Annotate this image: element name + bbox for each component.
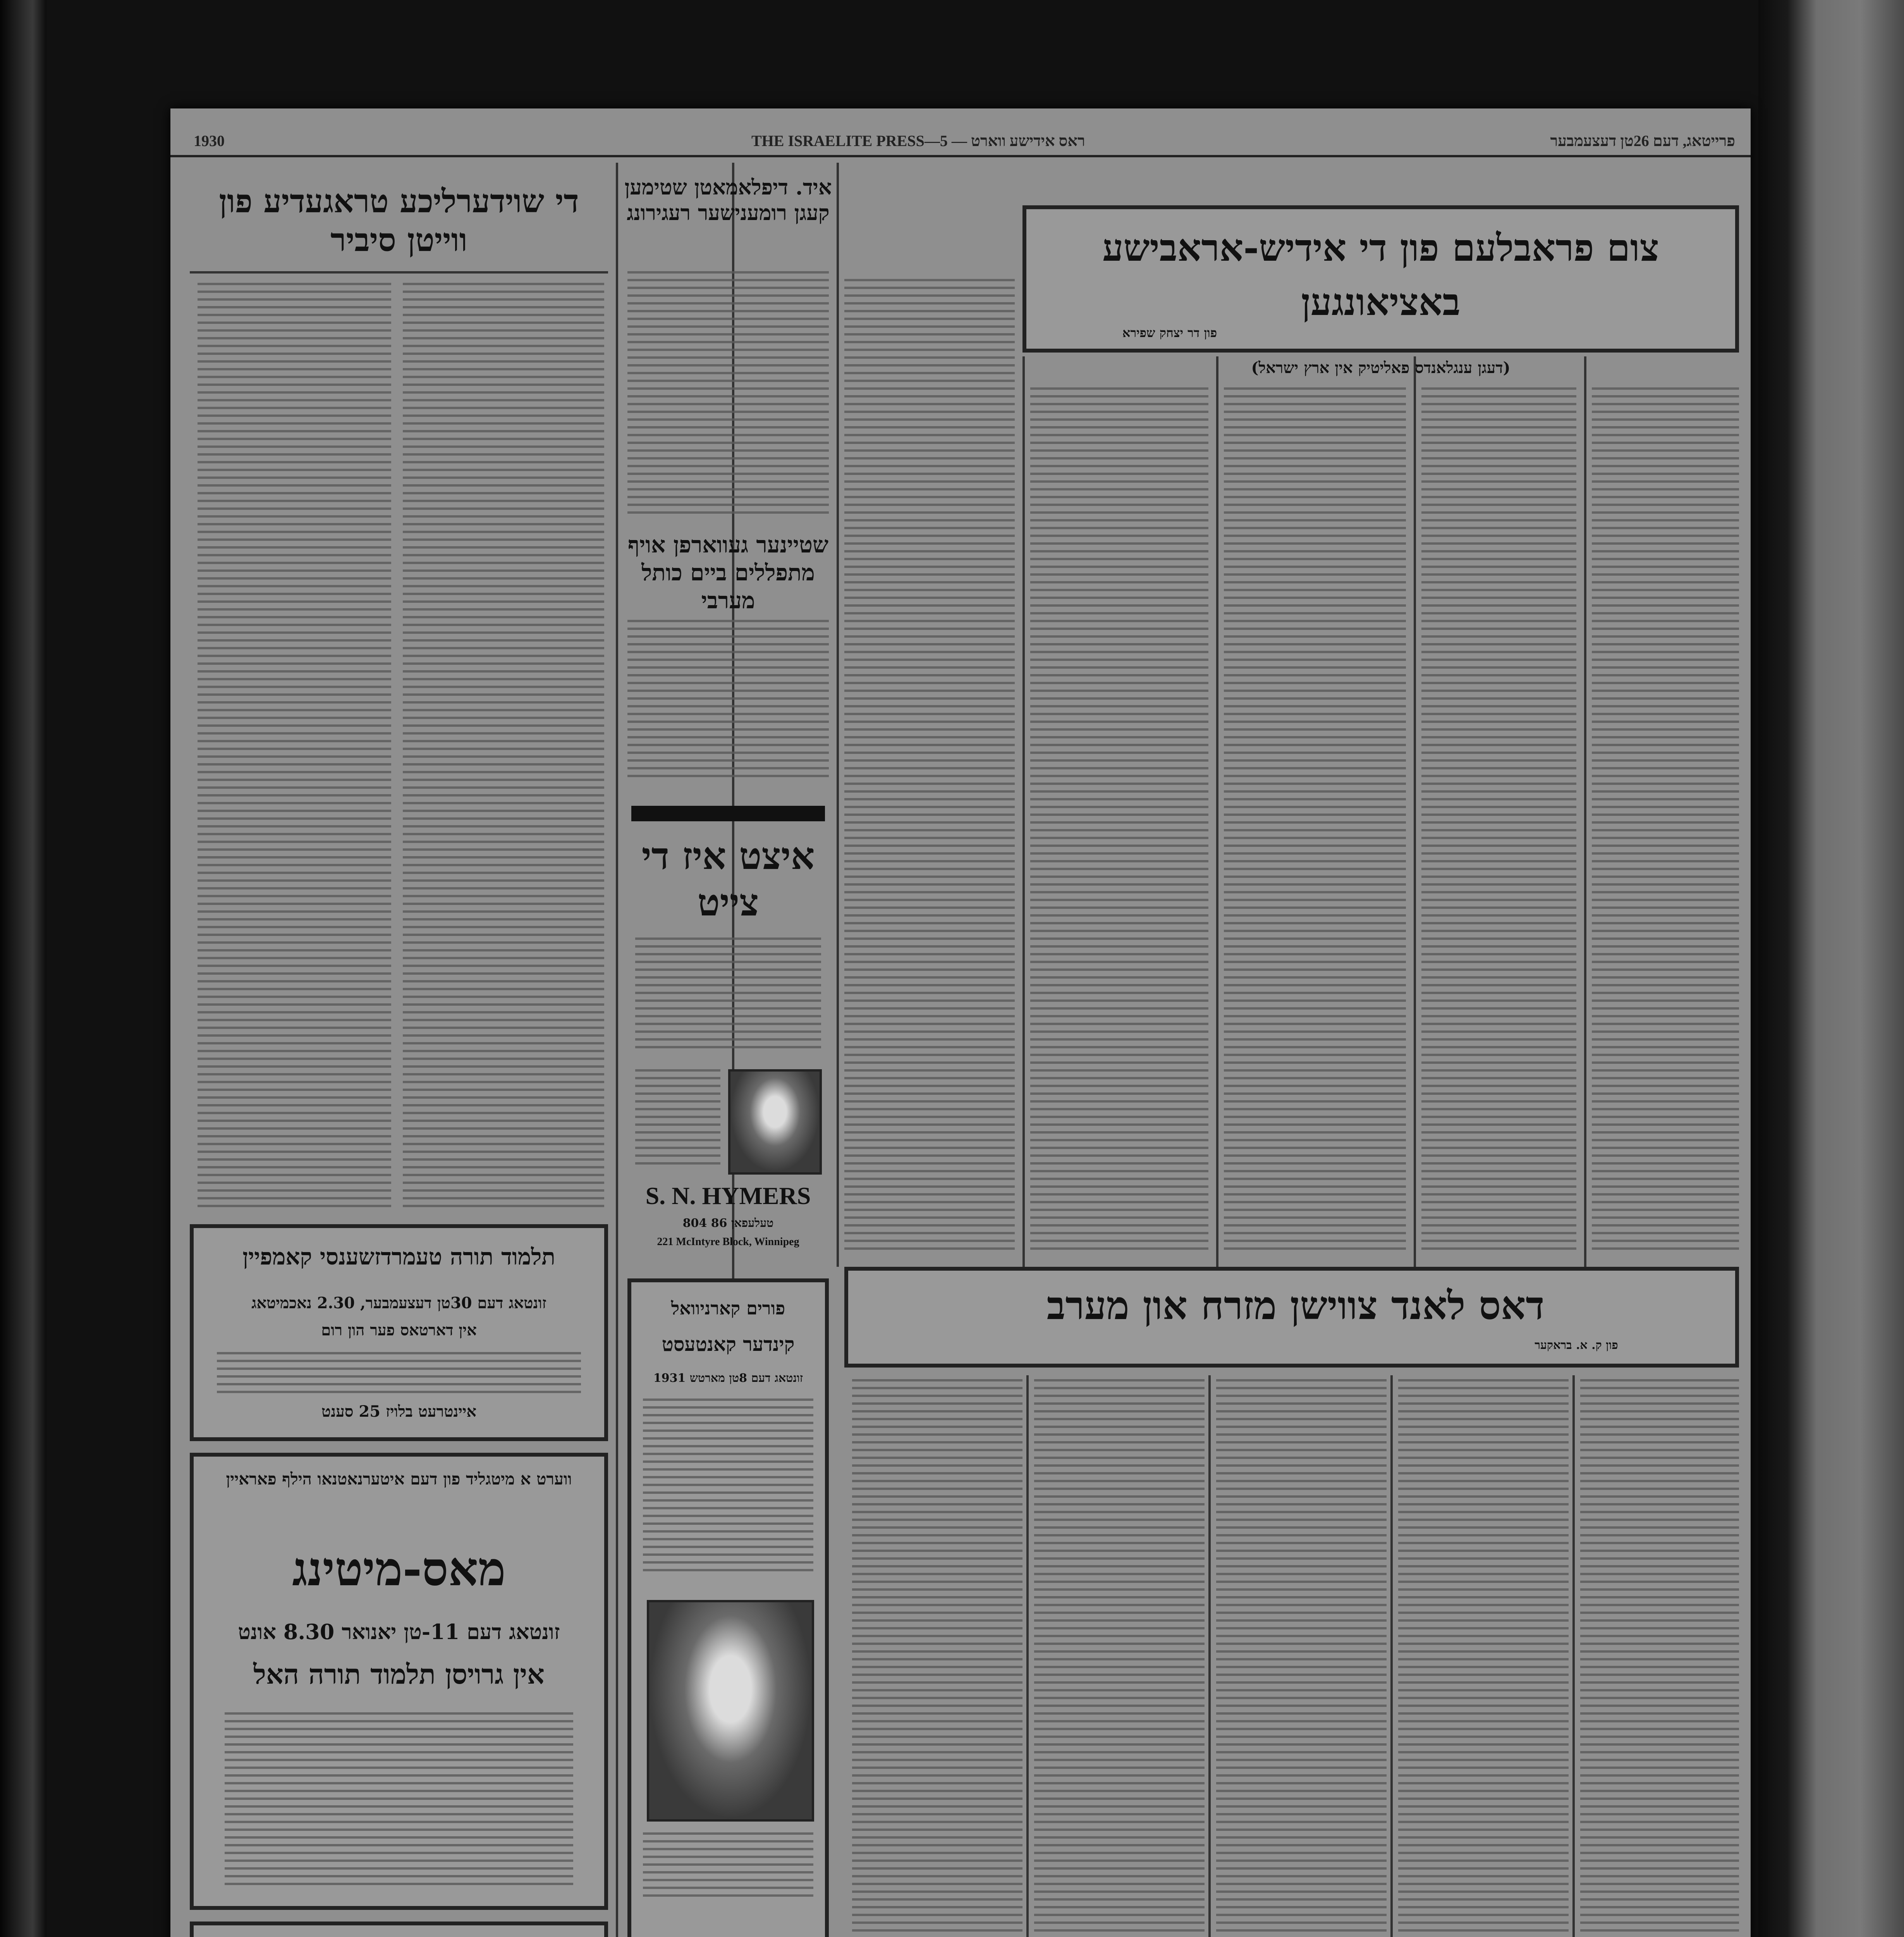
ad-talmud-torah-title: תלמוד תורה טעמרדזשענסי קאמפיין — [242, 1244, 555, 1270]
column-rule — [1572, 1375, 1575, 1937]
column-rule — [837, 163, 839, 1267]
column-rule — [1208, 1375, 1211, 1937]
portrait-photo-hymers — [728, 1069, 822, 1175]
ad-meeting-pre: ווערט א מיטגליד פון דעם איטערנאטנאו הילף פאראיין — [226, 1469, 572, 1488]
rule — [190, 271, 608, 274]
article-text-column — [198, 283, 391, 1213]
ad-insurance — [190, 1922, 608, 1937]
article-text-column — [1030, 387, 1208, 1251]
headline-arab-jewish: צום פראבלעם פון די אידיש-אראבישע באציאונגען — [1102, 226, 1659, 324]
ad-purim-carnival — [627, 1278, 829, 1937]
adjacent-page-edge — [1758, 0, 1904, 1937]
article-text-column — [1224, 387, 1406, 1251]
ad-meeting-place: אין גרויסן תלמוד תורה האל — [253, 1658, 545, 1690]
article-text-column — [1592, 387, 1739, 1251]
ad-meeting-title: מאס-מיטינג — [292, 1542, 506, 1596]
ad-text — [225, 1712, 573, 1891]
ad-now-is-the-time: איצט איז די צייט — [641, 834, 815, 924]
ad-purim-subtitle: קינדער קאנטעסט — [662, 1333, 795, 1356]
ad-mass-meeting — [190, 1453, 608, 1910]
byline-broker: פון ק. א. בראקער — [1535, 1338, 1618, 1352]
article-text-column — [627, 271, 829, 519]
ad-talmud-torah-campaign — [190, 1224, 608, 1441]
column-rule — [1584, 356, 1586, 1267]
masthead-title: THE ISRAELITE PRESS—5 — ראס אידישע ווארט — [751, 132, 1085, 150]
masthead-date-right: פרייטאג, דעם 26טן דעצעמבער — [1550, 132, 1735, 150]
ad-text — [643, 1399, 813, 1573]
ad-text — [643, 1832, 813, 1902]
ad-hymers-phone: טעלעפאן 86 804 — [682, 1216, 774, 1230]
ad-talmud-torah-place: אין דארטאס פער הון רום — [321, 1321, 477, 1339]
child-photo — [647, 1600, 814, 1822]
headline-box-arab-jewish — [1022, 205, 1739, 353]
column-rule — [1026, 1375, 1029, 1937]
article-text-column — [1216, 1379, 1387, 1937]
headline-stones-western-wall: שטיינער געווארפן אויף מתפללים ביים כותל מערבי — [627, 532, 829, 614]
article-text-column — [1398, 1379, 1569, 1937]
column-rule — [1414, 356, 1416, 1267]
headline-siberia-tragedy: די שוידערליכע טראגעדיע פון ווייטן סיביר — [219, 183, 579, 259]
article-text-column — [403, 283, 604, 1213]
article-text-column — [1580, 1379, 1739, 1937]
headline-land-east-west: דאס לאנד צווישן מזרח און מערב — [1047, 1283, 1545, 1328]
newspaper-page — [170, 108, 1751, 1937]
article-text-column — [1421, 387, 1576, 1251]
column-rule — [1390, 1375, 1393, 1937]
ad-meeting-date: זונטאג דעם 11-טן יאנואר 8.30 אונט — [238, 1619, 560, 1644]
headline-box-land — [844, 1267, 1739, 1368]
headline-diplomats: איד. דיפלאמאטן שטימען קעגן רומענישער רעגירונג — [624, 175, 832, 225]
ad-text — [217, 1352, 581, 1399]
ad-talmud-torah-price: איינטרעט בלויז 25 סענט — [321, 1402, 477, 1421]
column-rule — [1216, 356, 1218, 1267]
ad-text — [635, 1069, 720, 1170]
ad-text — [635, 938, 821, 1054]
ad-talmud-torah-date: זונטאג דעם 30טן דעצעמבער, 2.30 נאכמיטאג — [251, 1294, 546, 1312]
column-rule — [1022, 356, 1025, 1267]
article-text-column — [852, 1379, 1022, 1937]
ad-black-bar — [631, 806, 825, 821]
ad-purim-date: זונטאג דעם 8טן מארטש 1931 — [653, 1371, 803, 1385]
column-rule — [616, 163, 618, 1937]
article-text-column — [844, 279, 1015, 1255]
article-text-column — [627, 620, 829, 783]
article-text-column — [1034, 1379, 1205, 1937]
binding-edge-left — [0, 0, 46, 1937]
masthead — [170, 108, 1751, 157]
subheadline-england-policy: (דעגן ענגלאנדס פאליטיק אין ארץ ישראל) — [1251, 359, 1510, 377]
ad-hymers-address: 221 McIntyre Block, Winnipeg — [657, 1236, 799, 1248]
ad-hymers-name: S. N. HYMERS — [645, 1182, 811, 1209]
ad-purim-title: פורים קארניוואל — [671, 1298, 785, 1319]
masthead-date-left: 1930 — [194, 132, 225, 150]
byline-shapiro: פון דר יצחק שפירא — [1122, 325, 1217, 340]
